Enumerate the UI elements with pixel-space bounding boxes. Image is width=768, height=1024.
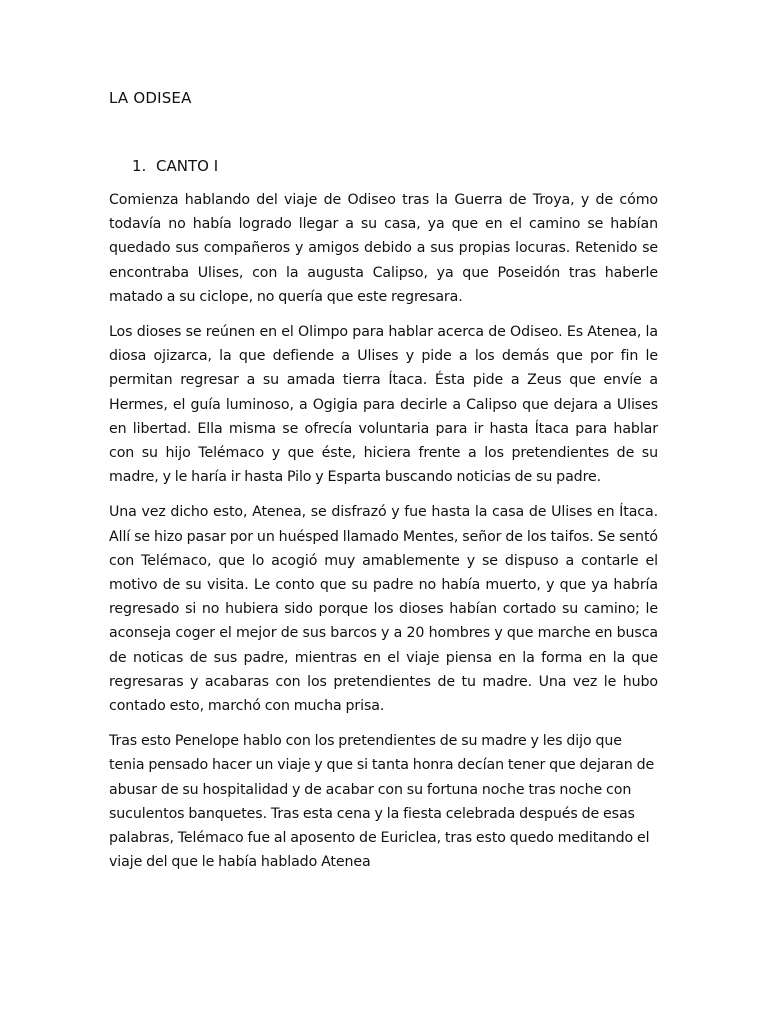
document-title: LA ODISEA — [109, 89, 192, 107]
paragraph: Los dioses se reúnen en el Olimpo para hablar acerca de Odiseo. Es Atenea, la diosa ojizarca, la que defiende a Ulises y pide a los demás que por fin le permitan regresar a su amada tierra Ítaca. Ésta pide a Zeus que envíe a Hermes, el guía luminoso, a Ogigia para decirle a Calipso que dejara a Ulises en libertad. Ella misma se ofrecía voluntaria para ir hasta Ítaca para hablar con su hijo Telémaco y que éste, hiciera frente a los pretendientes de su madre, y le haría ir hasta Pilo y Esparta buscando noticias de su padre. — [109, 324, 658, 486]
paragraph: Tras esto Penelope hablo con los pretendientes de su madre y les dijo que tenia pensado hacer un viaje y que si tanta honra decían tener que dejaran de abusar de su hospitalidad y de acabar con su fortuna noche tras noche con suculentos banquetes. Tras esta cena y la fiesta celebrada después de esas palabras, Telémaco fue al aposento de Euriclea, tras esto quedo meditando el viaje del que le había hablado Atenea — [109, 733, 655, 871]
section-heading — [132, 156, 218, 176]
section-title: CANTO I — [156, 157, 219, 175]
paragraph: Una vez dicho esto, Atenea, se disfrazó y fue hasta la casa de Ulises en Ítaca. Allí se hizo pasar por un huésped llamado Mentes, señor de los taifos. Se sentó con Telémaco, que lo acogió muy amablemente y se dispuso a contarle el motivo de su visita. Le conto que su padre no había muerto, y que ya habría regresado si no hubiera sido porque los dioses habían cortado su camino; le aconseja coger el mejor de sus barcos y a 20 hombres y que marche en busca de noticas de sus padre, mientras en el viaje piensa en la forma en la que regresaras y acabaras con los pretendientes de tu madre. Una vez le hubo contado esto, marchó con mucha prisa. — [109, 504, 658, 715]
body-text — [109, 188, 658, 885]
section-number: 1. — [132, 157, 147, 175]
paragraph: Comienza hablando del viaje de Odiseo tras la Guerra de Troya, y de cómo todavía no había logrado llegar a su casa, ya que en el camino se habían quedado sus compañeros y amigos debido a sus propias locuras. Retenido se encontraba Ulises, con la augusta Calipso, ya que Poseidón tras haberle matado a su ciclope, no quería que este regresara. — [109, 192, 658, 305]
